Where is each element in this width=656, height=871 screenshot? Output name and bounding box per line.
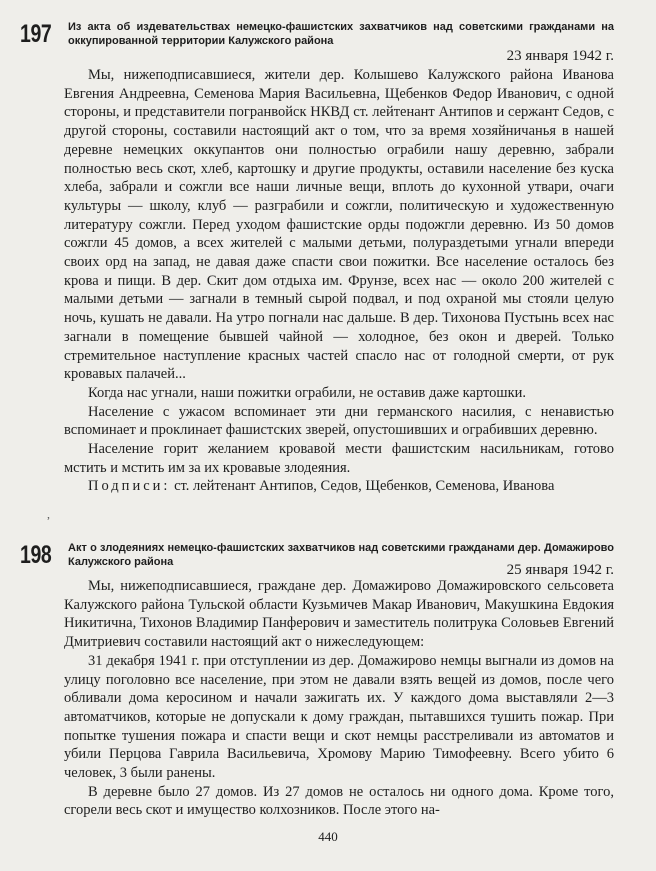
document-body: [64, 577, 614, 820]
paragraph: Население горит желанием кровавой мести фашистским насильникам, готово мстить и мстить им за их кровавые злодеяния.: [64, 441, 614, 476]
paragraph: Население с ужасом вспоминает эти дни германского насилия, с ненавистью вспоминает и проклинает фашистских зверей, опустошивших и ограбивших деревню.: [64, 403, 614, 439]
document-title: Акт о злодеяниях немецко-фашистских захватчиков над советскими гражданами дер. Домажирово Калужского района: [68, 542, 614, 568]
document-date: 23 января 1942 г.: [506, 48, 614, 64]
paragraph: Мы, нижеподписавшиеся, жители дер. Колышево Калужского района Иванова Евгения Андреевна, Семенова Мария Васильевна, Щебенков Федор Иванович, с одной стороны, и представители погранвойск НКВД ст. лейтенант Антипов и сержант Седов, с другой стороны, составили настоящий акт о том, что за время хозяйничанья в нашей деревне немецких оккупантов они полностью ограбили нашу деревню, забрали полностью весь скот, хлеб, картошку и другие продукты, оставили население без куска хлеба, забрали и сожгли все наши личные вещи, вплоть до кухонной утвари, очаги культуры — школу, клуб — разграбили и сожгли, политическую и художественную литературу сожгли. Перед уходом фашистские орды подожгли деревню. Из 50 домов сожгли 45 домов, а всех жителей с малыми детьми, полураздетыми угнали впереди своих орд на запад, не давая даже спасти свои пожитки. Все население осталось без крова и пищи. В дер. Скит дом отдыха им. Фрунзе, всех нас — около 200 жителей с малыми детьми — загнали в темный сырой подвал, и под охраной мы стояли целую ночь, кушать не давали. На утро погнали нас дальше. В дер. Тихонова Пустынь всех нас загнали в помещение бывшей чайной — холодное, без окон и дверей. Только стремительное наступление красных частей спасло нас от голодной смерти, от рук кровавых палачей...: [64, 67, 614, 383]
paragraph: Когда нас угнали, наши пожитки ограбили, не оставив даже картошки.: [88, 384, 526, 401]
paragraph: 31 декабря 1941 г. при отступлении из дер. Домажирово немцы выгнали из домов на улицу поголовно все население, при этом не давали взять вещей из домов, после чего обливали дома керосином и начали зажигать их. У каждого дома выставляли 2—3 автоматчиков, которые не допускали к дому граждан, пытавшихся тушить пожар. При попытке тушения пожара и спасти вещи и скот немцы расстреливали из автоматов и убили Перцова Гаврила Васильевича, Хромову Марию Тимофеевну. Всего убито 6 человек, 3 были ранены.: [64, 652, 614, 782]
page-number: 440: [318, 829, 338, 844]
document-body: [64, 66, 614, 496]
document-date: 25 января 1942 г.: [506, 562, 614, 578]
paragraph: В деревне было 27 домов. Из 27 домов не осталось ни одного дома. Кроме того, сгорели весь скот и имущество колхозников. После этого на-: [64, 783, 614, 819]
document-title: Из акта об издевательствах немецко-фашистских захватчиков над советскими гражданами на оккупированной территории Калужского района: [68, 21, 614, 47]
document-number: 198: [20, 541, 52, 569]
paragraph: Мы, нижеподписавшиеся, граждане дер. Домажирово Домажировского сельсовета Калужского района Тульской области Кузьмичев Макар Иванович, Макушкина Евдокия Никитична, Тихонов Владимир Панферович и заместитель политрука Соловьев Евгений Дмитриевич составили настоящий акт о нижеследующем:: [64, 578, 614, 651]
signatures-names: ст. лейтенант Антипов, Седов, Щебенков, Семенова, Иванова: [174, 478, 555, 495]
margin-mark: ,: [47, 507, 50, 521]
document-number: 197: [20, 20, 52, 48]
signatures: [64, 477, 614, 496]
signatures-label: Подписи:: [88, 478, 171, 495]
